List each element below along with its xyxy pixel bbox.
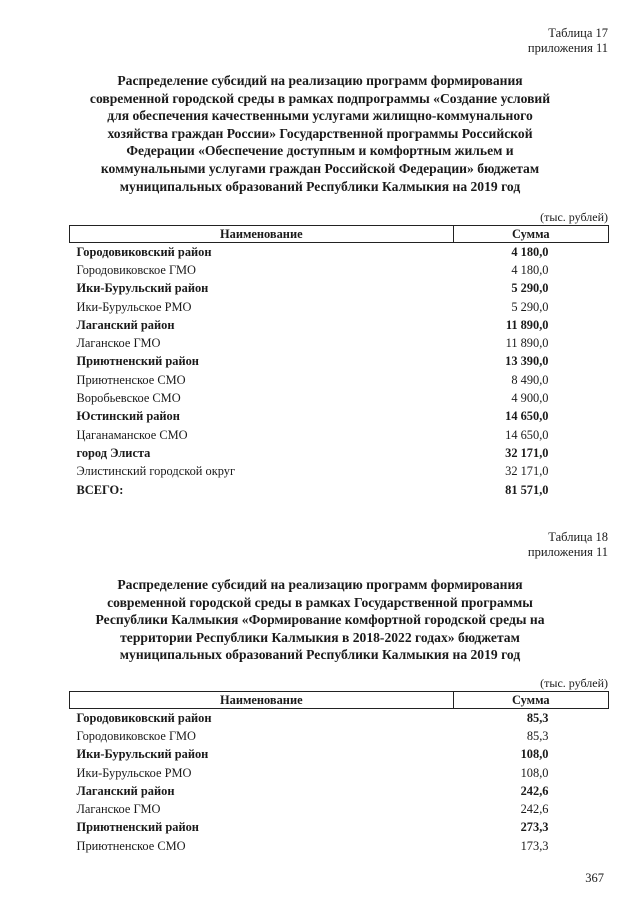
- table18-title-line: Республики Калмыкия «Формирование комфортной городской среды на: [95, 612, 545, 628]
- row-name: Воробьевское СМО: [76, 391, 181, 406]
- table-row: [70, 837, 609, 855]
- row-name: Цаганаманское СМО: [76, 427, 188, 442]
- table17-title: [80, 72, 560, 195]
- row-name: Лаганский район: [76, 783, 175, 798]
- table-row: [70, 389, 609, 407]
- row-name: Юстинский район: [76, 409, 180, 424]
- row-sum: 4 180,0: [511, 262, 549, 277]
- table-row: [70, 408, 609, 426]
- table-row: [70, 782, 609, 800]
- table-row: [70, 316, 609, 334]
- table-header-row: [70, 692, 609, 709]
- table-row: [70, 709, 609, 728]
- row-sum: 4 900,0: [511, 391, 549, 406]
- row-name: Ики-Бурульское РМО: [76, 765, 192, 780]
- table18-units: (тыс. рублей): [540, 676, 608, 690]
- row-sum: 4 180,0: [511, 244, 549, 259]
- table-row: [70, 280, 609, 298]
- row-sum: 108,0: [520, 765, 549, 780]
- row-name: ВСЕГО:: [76, 482, 124, 497]
- row-sum: 14 650,0: [505, 409, 549, 424]
- row-sum: 32 171,0: [505, 445, 549, 460]
- row-name: Приютненское СМО: [76, 838, 186, 853]
- table-header-row: [70, 226, 609, 243]
- table18: [69, 691, 609, 855]
- table17-title-line: современной городской среды в рамках подпрограммы «Создание условий: [89, 90, 551, 106]
- table-row: [70, 353, 609, 371]
- row-name: Лаганское ГМО: [76, 802, 161, 817]
- table-row: [70, 243, 609, 262]
- page-number: 367: [585, 871, 604, 885]
- row-sum: 8 490,0: [511, 372, 549, 387]
- table-row: [70, 463, 609, 481]
- column-header-name: Наименование: [70, 226, 454, 243]
- table-row: [70, 298, 609, 316]
- row-sum: 85,3: [526, 710, 549, 725]
- table-row: [70, 426, 609, 444]
- row-sum: 242,6: [520, 802, 549, 817]
- table17-title-line: Федерации «Обеспечение доступным и комфортным жильем и: [126, 143, 514, 159]
- row-sum: 81 571,0: [505, 482, 549, 497]
- table-row: [70, 800, 609, 818]
- column-header-sum: Сумма: [453, 692, 608, 709]
- table17-units: (тыс. рублей): [540, 210, 608, 224]
- table17-title-line: муниципальных образований Республики Калмыкия на 2019 год: [119, 178, 521, 194]
- table18-title-line: территории Республики Калмыкия в 2018-2022 годах» бюджетам: [120, 629, 520, 645]
- column-header-name: Наименование: [70, 692, 454, 709]
- table-row: [70, 746, 609, 764]
- row-sum: 173,3: [520, 838, 549, 853]
- table17-title-line: коммунальными услугами граждан Российской Федерации» бюджетам: [100, 160, 540, 176]
- row-sum: 14 650,0: [505, 427, 549, 442]
- table17-caption: [528, 26, 608, 56]
- row-sum: 5 290,0: [511, 281, 549, 296]
- row-sum: 85,3: [526, 728, 549, 743]
- table17-title-line: для обеспечения качественными услугами жилищно-коммунального: [107, 108, 533, 124]
- table17-title-line: хозяйства граждан России» Государственной программы Российской: [107, 125, 533, 141]
- table18-title: [80, 576, 560, 664]
- table-row: [70, 444, 609, 462]
- table-total-row: [70, 481, 609, 499]
- row-name: город Элиста: [76, 445, 151, 460]
- row-name: Лаганский район: [76, 317, 175, 332]
- row-sum: 273,3: [520, 820, 549, 835]
- table18-title-line: современной городской среды в рамках Государственной программы: [107, 594, 533, 610]
- row-sum: 108,0: [520, 747, 549, 762]
- row-sum: 11 890,0: [505, 317, 549, 332]
- row-name: Городовиковский район: [76, 244, 212, 259]
- table17-caption-appendix: приложения 11: [527, 41, 608, 55]
- table18-title-line: муниципальных образований Республики Калмыкия на 2019 год: [119, 647, 521, 663]
- row-sum: 242,6: [520, 783, 549, 798]
- table17-title-line: Распределение субсидий на реализацию программ формирования: [117, 73, 523, 88]
- column-header-sum: Сумма: [453, 226, 608, 243]
- row-name: Элистинский городской округ: [76, 464, 236, 479]
- table-row: [70, 764, 609, 782]
- row-sum: 5 290,0: [511, 299, 549, 314]
- row-name: Приютненский район: [76, 354, 199, 369]
- row-name: Лаганское ГМО: [76, 336, 161, 351]
- row-sum: 13 390,0: [505, 354, 549, 369]
- row-name: Городовиковское ГМО: [76, 262, 196, 277]
- row-sum: 32 171,0: [505, 464, 549, 479]
- table-row: [70, 334, 609, 352]
- table18-caption-number: Таблица 18: [548, 530, 608, 544]
- table-row: [70, 819, 609, 837]
- table-row: [70, 727, 609, 745]
- row-sum: 11 890,0: [505, 336, 549, 351]
- table18-caption-appendix: приложения 11: [527, 545, 608, 559]
- row-name: Приютненское СМО: [76, 372, 186, 387]
- table17: [69, 225, 609, 499]
- row-name: Городовиковское ГМО: [76, 728, 196, 743]
- table17-caption-number: Таблица 17: [548, 26, 608, 40]
- row-name: Ики-Бурульское РМО: [76, 299, 192, 314]
- table18-caption: [528, 530, 608, 560]
- row-name: Приютненский район: [76, 820, 199, 835]
- row-name: Городовиковский район: [76, 710, 212, 725]
- row-name: Ики-Бурульский район: [76, 281, 209, 296]
- row-name: Ики-Бурульский район: [76, 747, 209, 762]
- table-row: [70, 261, 609, 279]
- table18-title-line: Распределение субсидий на реализацию программ формирования: [117, 577, 523, 592]
- table-row: [70, 371, 609, 389]
